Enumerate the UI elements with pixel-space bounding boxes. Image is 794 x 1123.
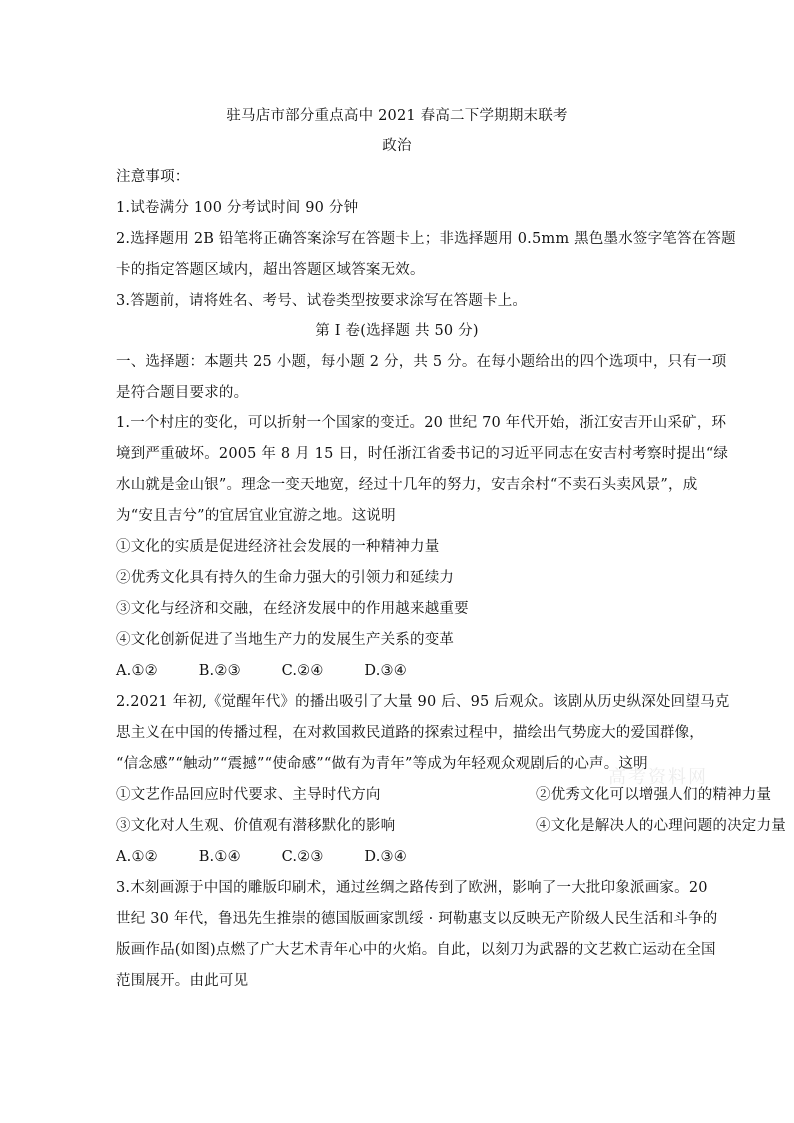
q1-statement: ①文化的实质是促进经济社会发展的一种精神力量 [116, 539, 440, 555]
q2-option-a[interactable]: A.①② [116, 849, 158, 865]
section-title: 第 I 卷(选择题 共 50 分) [315, 323, 479, 339]
q3-text: 版画作品(如图)点燃了广大艺术青年心中的火焰。自此，以刻刀为武器的文艺救亡运动在全国 [116, 942, 716, 958]
q1-statement: ②优秀文化具有持久的生命力强大的引领力和延续力 [116, 570, 455, 586]
q2-text: “信念感”“触动”“震撼”“使命感”“做有为青年”等成为年轻观众观剧后的心声。这明 [116, 756, 648, 772]
q3-text: 世纪 30 年代，鲁迅先生推崇的德国版画家凯绥 · 珂勒惠支以反映无产阶级人民生活和斗争的 [116, 911, 718, 927]
notice-item: 1.试卷满分 100 分考试时间 90 分钟 [116, 200, 359, 216]
exam-title: 驻马店市部分重点高中 2021 春高二下学期期末联考 [226, 108, 568, 124]
q1-option-b[interactable]: B.②③ [198, 663, 241, 679]
notice-item: 3.答题前，请将姓名、考号、试卷类型按要求涂写在答题卡上。 [116, 293, 528, 309]
q1-statement: ③文化与经济和交融，在经济发展中的作用越来越重要 [116, 601, 469, 617]
q2-option-d[interactable]: D.③④ [364, 849, 407, 865]
notice-item: 2.选择题用 2B 铅笔将正确答案涂写在答题卡上；非选择题用 0.5mm 黑色墨水签字笔答在答题 [116, 231, 736, 247]
q2-options [116, 847, 684, 867]
q2-text: 思主义在中国的传播过程，在对救国救民道路的探索过程中，描绘出气势庞大的爱国群像， [116, 725, 704, 741]
q3-text: 3.木刻画源于中国的雕版印刷术，通过丝绸之路传到了欧洲，影响了一大批印象派画家。20 [116, 880, 708, 896]
q1-option-a[interactable]: A.①② [116, 663, 158, 679]
q1-text: 为“安且吉兮”的宜居宜业宜游之地。这说明 [116, 508, 396, 524]
q1-text: 1.一个村庄的变化，可以折射一个国家的变迁。20 世纪 70 年代开始，浙江安吉开山采矿，环 [116, 415, 727, 431]
q2-statement: ④文化是解决人的心理问题的决定力量 [536, 818, 786, 834]
q2-statement: ②优秀文化可以增强人们的精神力量 [536, 787, 772, 803]
q2-option-c[interactable]: C.②③ [281, 849, 324, 865]
q3-text: 范围展开。由此可见 [116, 973, 249, 989]
exam-subject: 政治 [382, 138, 412, 154]
q1-options [116, 661, 684, 681]
q1-statement: ④文化创新促进了当地生产力的发展生产关系的变革 [116, 632, 455, 648]
notice-heading: 注意事项： [116, 169, 190, 185]
q2-statements-row [116, 785, 772, 805]
q1-text: 水山就是金山银”。理念一变天地宽，经过十几年的努力，安吉余村“不卖石头卖风景”，成 [116, 477, 698, 493]
q1-option-c[interactable]: C.②④ [281, 663, 324, 679]
q2-option-b[interactable]: B.①④ [198, 849, 241, 865]
section-intro: 一、选择题：本题共 25 小题，每小题 2 分，共 5 分。在每小题给出的四个选项中，只有一项 [116, 354, 727, 370]
watermark: 高考资料网 [608, 767, 708, 788]
q1-text: 境到严重破坏。2005 年 8 月 15 日，时任浙江省委书记的习近平同志在安吉村考察时提出“绿 [116, 446, 729, 462]
q2-statements-row [116, 816, 786, 836]
q1-option-d[interactable]: D.③④ [364, 663, 407, 679]
section-intro: 是符合题目要求的。 [116, 385, 249, 401]
q2-statement: ③文化对人生观、价值观有潜移默化的影响 [116, 818, 396, 834]
q2-text: 2.2021 年初,《觉醒年代》的播出吸引了大量 90 后、95 后观众。该剧从历史纵深处回望马克 [116, 694, 730, 710]
q2-statement: ①文艺作品回应时代要求、主导时代方向 [116, 787, 381, 803]
notice-item: 卡的指定答题区域内，超出答题区域答案无效。 [116, 262, 425, 278]
